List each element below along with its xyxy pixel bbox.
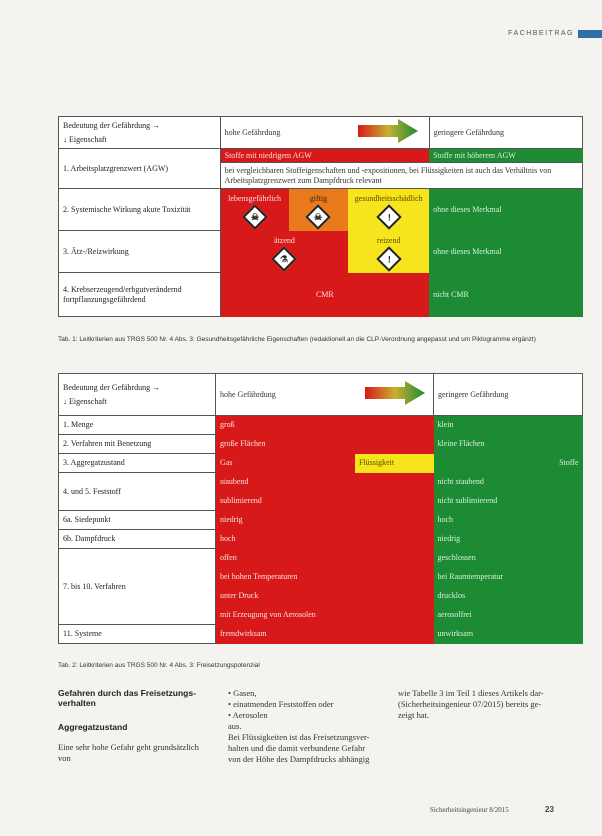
table1-header-high: hohe Gefährdung [220,117,348,149]
table1-head-line2: ↓ Eigenschaft [63,134,107,144]
table2-row-red: sublimierend [216,492,434,511]
journal-name: Sicherheitsingenieur 8/2015 [430,806,509,814]
table2-row-red: fremdwirksam [216,625,434,644]
table1-row1-note: bei vergleichbaren Stoffeigenschaften und -expositionen, bei Flüssigkeiten ist auch das Verhältnis von Arbeitsplatzgrenzwert zum Dampfdruck relevant [220,163,582,189]
section-tag: FACHBEITRAG [508,30,574,37]
table1-row3-yellow: reizend ! [348,231,429,273]
table1-caption: Tab. 1: Leitkriterien aus TRGS 500 Nr. 4 Abs. 3: Gesundheitsgefährliche Eigenschaften (redaktionell an die CLP-Verordnung angepasst und um Piktogramme ergänzt) [58,336,536,343]
table1-arrow-cell [348,117,429,149]
table2-row-green: klein [434,416,583,435]
section-color-bar [578,30,602,38]
table2-row-red: Gas [216,454,356,473]
table1-row2-red: lebensgefährlich ☠ [220,189,288,231]
page-number: 23 [545,805,554,814]
gradient-arrow-icon [359,379,429,407]
table1-row4-green: nicht CMR [429,273,582,317]
table2-row-green: unwirksam [434,625,583,644]
table2-row-label: 6a. Siedepunkt [59,511,216,530]
bullet-item: • Gasen, [228,688,257,698]
table2-row-green: niedrig [434,530,583,549]
table2-row-green: kleine Flächen [434,435,583,454]
table1-head-line1: Bedeutung der Gefährdung → [63,120,161,130]
table2-header-left: Bedeutung der Gefährdung → ↓ Eigenschaft [59,374,216,416]
table2-row-red: hoch [216,530,434,549]
skull-icon: ☠ [242,204,267,229]
table2-row-label: 11. Systeme [59,625,216,644]
table2-row-green: bei Raumtemperatur [434,568,583,587]
corrosive-icon: ⚗ [272,246,297,271]
table2-row-green: aerosolfrei [434,606,583,625]
table1-header-low: geringere Gefährdung [429,117,582,149]
body-column-1 [58,688,228,764]
gradient-arrow-icon [352,117,422,145]
body-text: Bei Flüssigkeiten ist das Freisetzungsver- [228,732,370,742]
bullet-item: • einatmenden Feststoffen oder [228,699,334,709]
table1-row2-green: ohne dieses Merkmal [429,189,582,231]
table2-row-green: hoch [434,511,583,530]
table2-caption: Tab. 2: Leitkriterien aus TRGS 500 Nr. 4 Abs. 3: Freisetzungspotenzial [58,662,260,669]
table2-row-label: 3. Aggregatzustand [59,454,216,473]
table2-row-label: 7. bis 10. Verfahren [59,549,216,625]
table1-row2-yellow: gesundheitsschädlich ! [348,189,429,231]
table2-row-label: 6b. Dampfdruck [59,530,216,549]
table2-row-red: große Flächen [216,435,434,454]
table2-row-green: nicht sublimierend [434,492,583,511]
table2-row-red: groß [216,416,434,435]
table1-row1-red: Stoffe mit niedrigem AGW [220,149,429,163]
table2-row-red: mit Erzeugung von Aerosolen [216,606,434,625]
body-text: (Sicherheitsingenieur 07/2015) bereits ge- [398,699,542,709]
table2-row-yellow: Flüssigkeit [355,454,434,473]
table1-row3-label: 3. Ätz-/Reizwirkung [59,231,221,273]
table2-header-high: hohe Gefährdung [216,374,356,416]
table2-row-green: geschlossen [434,549,583,568]
table1-row1-label: 1. Arbeitsplatzgrenzwert (AGW) [59,149,221,189]
table2-row-red: staubend [216,473,434,492]
body-text: aus. [228,721,242,731]
table1-header-left [59,117,221,149]
table2-row-green: Stoffe [434,454,583,473]
table2-header-low: geringere Gefährdung [434,374,583,416]
skull-icon: ☠ [306,204,331,229]
table2-row-red: unter Druck [216,587,434,606]
table2-row-red: bei hohen Temperaturen [216,568,434,587]
body-column-3 [398,688,578,721]
body-text: von [58,753,71,763]
body-text: von der Höhe des Dampfdrucks abhängig [228,754,370,764]
table1-row1-green: Stoffe mit höherem AGW [429,149,582,163]
table2-row-red: niedrig [216,511,434,530]
table2-row-red: offen [216,549,434,568]
heading-release-behavior-cont: verhalten [58,698,96,708]
table1-row2-label: 2. Systemische Wirkung akute Toxizität [59,189,221,231]
table1-row3-red: ätzend ⚗ [220,231,348,273]
table1-row4-label: 4. Krebserzeugend/erbgutverändernd fortpflanzungsgefährdend [59,273,221,317]
table-release-potential [58,373,583,644]
table2-row-label: 1. Menge [59,416,216,435]
bullet-item: • Aerosolen [228,710,268,720]
table-health-hazards [58,116,583,317]
body-text: Eine sehr hohe Gefahr geht grundsätzlich [58,742,199,752]
exclamation-icon: ! [376,204,401,229]
table2-row-label: 2. Verfahren mit Benetzung [59,435,216,454]
table1-row3-green: ohne dieses Merkmal [429,231,582,273]
body-text: wie Tabelle 3 im Teil 1 dieses Artikels dar- [398,688,544,698]
table2-row-label: 4. und 5. Feststoff [59,473,216,511]
heading-release-behavior: Gefahren durch das Freisetzungs- [58,688,196,698]
body-text: halten und die damit verbundene Gefahr [228,743,366,753]
table1-row4-red: CMR [220,273,429,317]
heading-aggregate-state: Aggregatzustand [58,722,128,732]
body-text: zeigt hat. [398,710,430,720]
table1-row2-orange: giftig ☠ [289,189,349,231]
table2-row-green: drucklos [434,587,583,606]
exclamation-icon: ! [376,246,401,271]
body-column-2 [228,688,393,765]
table2-row-green: nicht staubend [434,473,583,492]
table2-arrow-cell [355,374,434,416]
